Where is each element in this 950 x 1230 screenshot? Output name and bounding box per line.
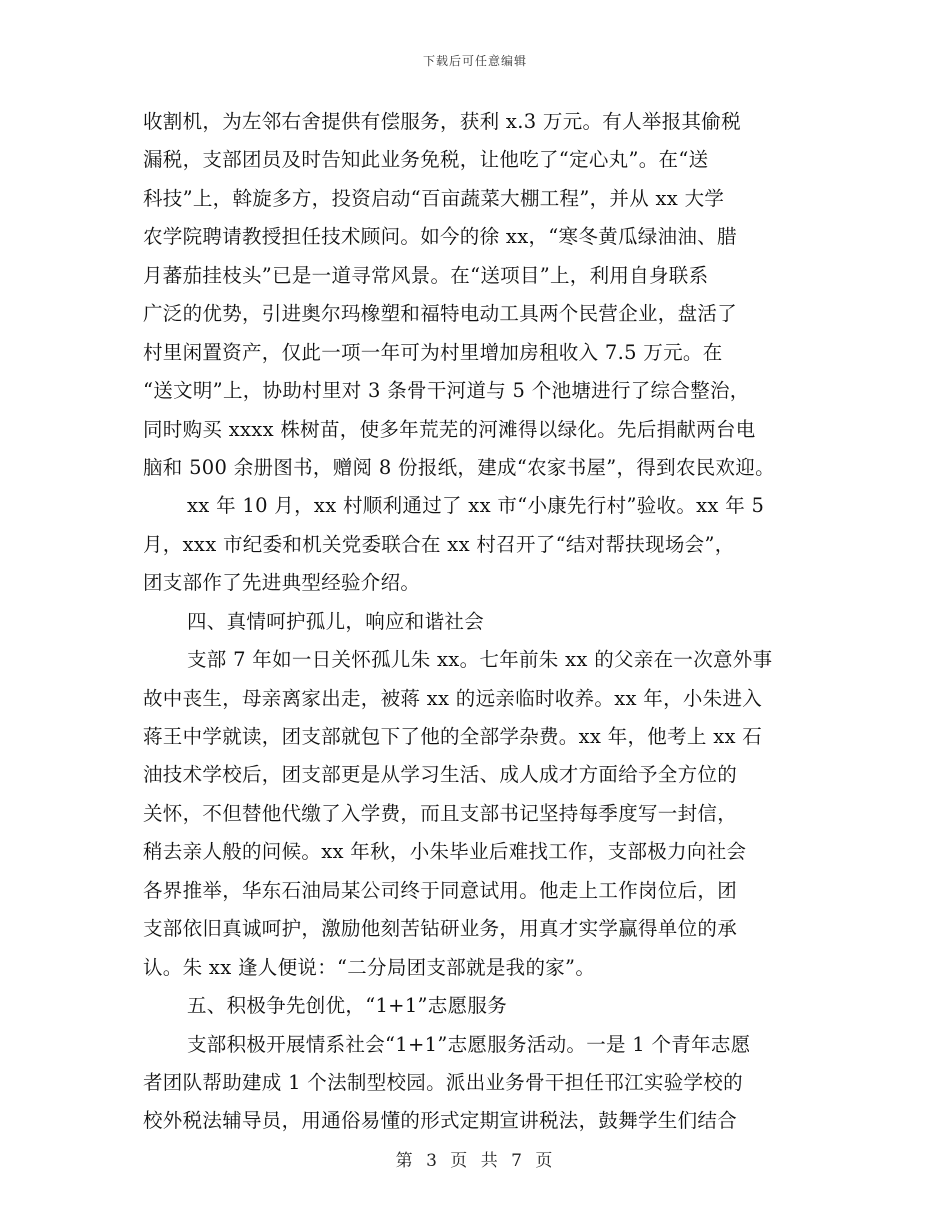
text-line: 收割机，为左邻右舍提供有偿服务，获利 x.3 万元。有人举报其偷税 — [143, 110, 741, 133]
text-line: 关怀，不但替他代缴了入学费，而且支部书记坚持每季度写一封信， — [143, 801, 738, 825]
text-line: 校外税法辅导员，用通俗易懂的形式定期宣讲税法，鼓舞学生们结合 — [143, 1109, 738, 1133]
text-line: 故中丧生，母亲离家出走，被蒋 xx 的远亲临时收养。xx 年，小朱进入 — [143, 686, 763, 710]
text-line: 月蕃茄挂枝头”已是一道寻常风景。在“送项目”上，利用自身联系 — [143, 263, 709, 287]
text-line: 团支部作了先进典型经验介绍。 — [143, 571, 421, 595]
text-line: 广泛的优势，引进奥尔玛橡塑和福特电动工具两个民营企业，盘活了 — [143, 302, 738, 326]
page-header: 下载后可任意编辑 — [422, 54, 527, 68]
page-number-footer: 第 3 页 共 7 页 — [395, 1151, 555, 1171]
text-line: “送文明”上，协助村里对 3 条骨干河道与 5 个池塘进行了综合整治， — [143, 379, 750, 403]
text-line: 村里闲置资产，仅此一项一年可为村里增加房租收入 7.5 万元。在 — [143, 340, 723, 364]
section-heading: 五、积极争先创优，“1+1”志愿服务 — [187, 994, 507, 1018]
document-body — [143, 103, 815, 1141]
text-line: 同时购买 xxxx 株树苗，使多年荒芜的河滩得以绿化。先后捐献两台电 — [143, 417, 756, 441]
section-heading: 四、真情呵护孤儿，响应和谐社会 — [187, 609, 485, 633]
text-line: 脑和 500 余册图书，赠阅 8 份报纸，建成“农家书屋”，得到农民欢迎。 — [143, 455, 775, 479]
text-line: 科技”上，斡旋多方，投资启动“百亩蔬菜大棚工程”，并从 xx 大学 — [143, 186, 725, 210]
text-line: 认。朱 xx 逢人便说：“二分局团支部就是我的家”。 — [143, 955, 596, 979]
text-line: 稍去亲人般的问候。xx 年秋，小朱毕业后难找工作，支部极力向社会 — [143, 840, 747, 864]
text-line: 漏税，支部团员及时告知此业务免税，让他吃了“定心丸”。在“送 — [143, 148, 709, 172]
text-line: 油技术学校后，团支部更是从学习生活、成人成才方面给予全方位的 — [143, 763, 738, 787]
text-line: 支部积极开展情系社会“1+1”志愿服务活动。一是 1 个青年志愿 — [187, 1032, 751, 1056]
text-line: 支部依旧真诚呵护，激励他刻苦钻研业务，用真才实学赢得单位的承 — [143, 917, 738, 941]
text-line: 各界推举，华东石油局某公司终于同意试用。他走上工作岗位后，团 — [143, 878, 738, 902]
text-line: 月，xxx 市纪委和机关党委联合在 xx 村召开了“结对帮扶现场会”， — [143, 532, 735, 556]
text-line: 农学院聘请教授担任技术顾问。如今的徐 xx，“寒冬黄瓜绿油油、腊 — [143, 225, 737, 249]
text-line: 蒋王中学就读，团支部就包下了他的全部学杂费。xx 年，他考上 xx 石 — [143, 725, 763, 748]
text-line: xx 年 10 月，xx 村顺利通过了 xx 市“小康先行村”验收。xx 年 5 — [187, 494, 765, 518]
text-line: 支部 7 年如一日关怀孤儿朱 xx。七年前朱 xx 的父亲在一次意外事 — [187, 648, 773, 672]
text-line: 者团队帮助建成 1 个法制型校园。派出业务骨干担任邗江实验学校的 — [143, 1070, 743, 1094]
